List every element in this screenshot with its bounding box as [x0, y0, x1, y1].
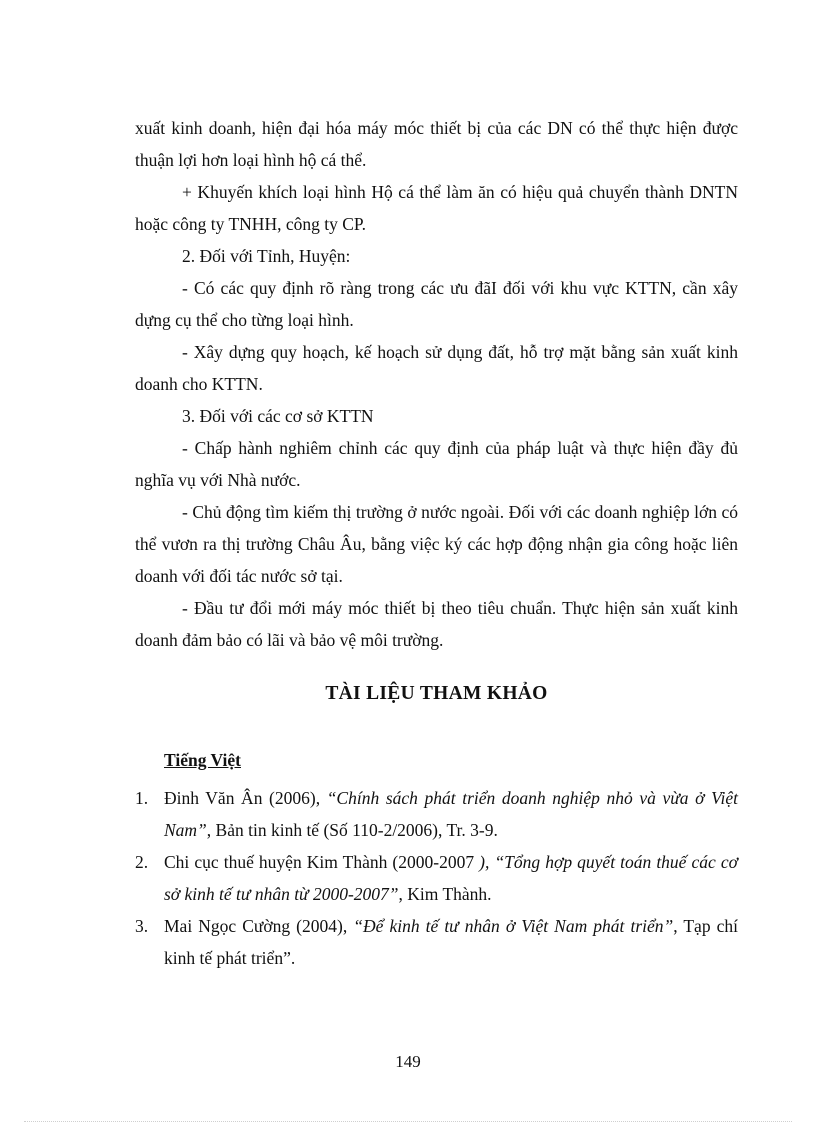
section-heading: 2. Đối với Tỉnh, Huyện: [182, 246, 351, 266]
paragraph: - Có các quy định rõ ràng trong các ưu đãI đối với khu vực KTTN, cần xây dựng cụ thể cho từng loại hình. [135, 278, 738, 330]
reference-number: 3. [135, 916, 149, 936]
reference-author: Mai Ngọc Cường (2004), [164, 916, 354, 936]
reference-source: , Kim Thành. [398, 884, 492, 904]
body-text [135, 112, 738, 656]
reference-item [135, 910, 738, 974]
paragraph: xuất kinh doanh, hiện đại hóa máy móc thiết bị của các DN có thể thực hiện được thuận lợi hơn loại hình hộ cá thể. [135, 118, 738, 170]
reference-item [135, 782, 738, 846]
section-heading: 3. Đối với các cơ sở KTTN [182, 406, 374, 426]
reference-number: 1. [135, 788, 149, 808]
reference-list [135, 782, 738, 974]
reference-author: Đinh Văn Ân (2006), [164, 788, 327, 808]
reference-title: “Để kinh tế tư nhân ở Việt Nam phát triển” [353, 916, 674, 936]
paragraph: - Xây dựng quy hoạch, kế hoạch sử dụng đất, hỗ trợ mặt bằng sản xuất kinh doanh cho KTTN. [135, 342, 738, 394]
references-title: TÀI LIỆU THAM KHẢO [325, 683, 548, 704]
reference-source: , Bản tin kinh tế (Số 110-2/2006), Tr. 3-9. [206, 820, 498, 840]
page-bottom-border [24, 1121, 792, 1122]
paragraph: + Khuyến khích loại hình Hộ cá thể làm ăn có hiệu quả chuyển thành DNTN hoặc công ty TNHH, công ty CP. [135, 182, 738, 234]
page-number: 149 [395, 1052, 421, 1071]
paragraph: - Đầu tư đổi mới máy móc thiết bị theo tiêu chuẩn. Thực hiện sản xuất kinh doanh đảm bảo có lãi và bảo vệ môi trường. [135, 598, 738, 650]
reference-item [135, 846, 738, 910]
reference-title: “Chính sách phát triển doanh nghiệp nhỏ và vừa ở Việt Nam” [164, 788, 738, 840]
reference-source: , Tạp chí kinh tế phát triển”. [164, 916, 739, 968]
references-subtitle: Tiếng Việt [164, 750, 241, 770]
paragraph: - Chủ động tìm kiếm thị trường ở nước ngoài. Đối với các doanh nghiệp lớn có thể vươn ra thị trường Châu Âu, bằng việc ký các hợp động nhận gia công hoặc liên doanh với đối tác nước sở tại. [135, 502, 738, 586]
reference-title: ), “Tổng hợp quyết toán thuế các cơ sở kinh tế tư nhân từ 2000-2007” [164, 852, 738, 904]
reference-author: Chi cục thuế huyện Kim Thành (2000-2007 [164, 852, 475, 872]
reference-number: 2. [135, 852, 149, 872]
paragraph: - Chấp hành nghiêm chỉnh các quy định của pháp luật và thực hiện đầy đủ nghĩa vụ với Nhà nước. [135, 438, 738, 490]
